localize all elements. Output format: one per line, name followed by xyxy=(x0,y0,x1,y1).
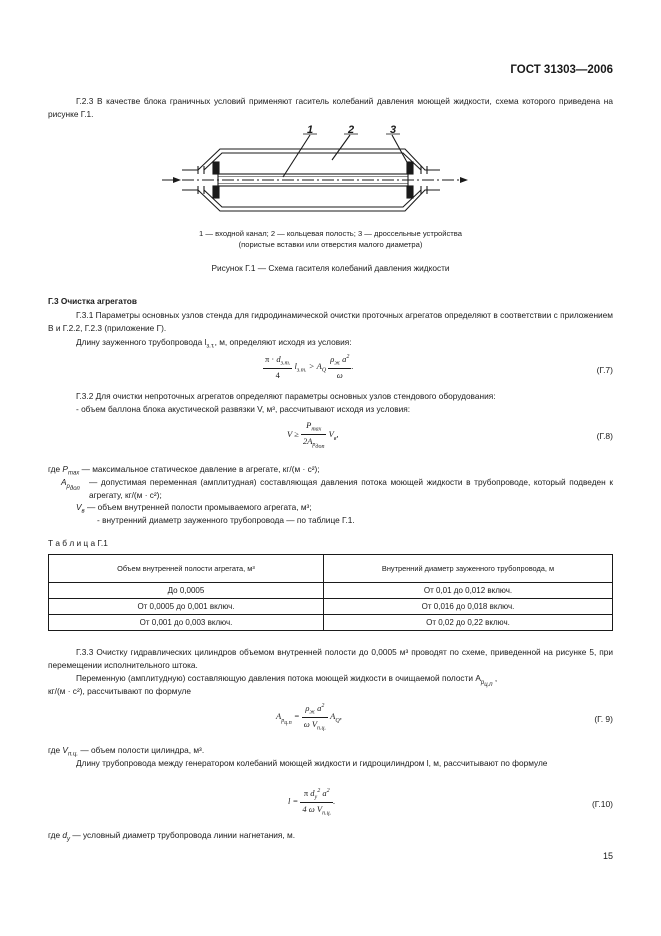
callout-3: 3 xyxy=(389,124,397,136)
where-ap-symbol: $A_{p_{доп}}$ xyxy=(61,477,80,492)
paragraph-amplitude: Переменную (амплитудную) составляющую давления потока моющей жидкости в очищаемой полости $A_{p_{ц.п}}$ , xyxy=(76,673,498,688)
table-title: Т а б л и ц а Г.1 xyxy=(48,538,108,548)
callout-2: 2 xyxy=(347,124,355,136)
equation-g10: l = $\frac{\pi d_у^2 a^2}{4 \omega V_{п.ц.}}$ . xyxy=(288,788,336,817)
arrow-out-icon xyxy=(460,177,468,183)
figure-legend-line2: (пористые вставки или отверстия малого диаметра) xyxy=(238,240,423,249)
equation-g9: $A_{p_{ц.п}}$ = $\frac{\rho_ж a^2}{\omega V_{п.ц.}}$ $A_Q$, xyxy=(276,703,342,732)
where-item: - внутренний диаметр зауженного трубопровода — по таблице Г.1. xyxy=(97,515,355,525)
paragraph-g23: Г.2.3 В качестве блока граничных условий применяют гаситель колебаний давления моющей жидкости, схема которого приведена на рисунке Г.1. xyxy=(48,96,613,119)
equation-g7: $\frac{\pi \cdot d_{з.т.}}{4}$ $l_{з.т.} > A_Q$ $\frac{\rho_ж a^2}{\omega}$ . xyxy=(265,354,354,380)
table-header-cell: Внутренний диаметр зауженного трубопровода, м xyxy=(324,555,613,583)
where-vpc: где $V_{п.ц.}$ — объем полости цилиндра, м³. xyxy=(48,745,205,758)
section-heading-g3: Г.3 Очистка агрегатов xyxy=(48,296,137,306)
paragraph-amplitude-cont: кг/(м · с²), рассчитывают по формуле xyxy=(48,686,191,696)
damper-schematic xyxy=(160,122,470,220)
equation-number-g9: (Г. 9) xyxy=(594,714,613,724)
where-dy: где $d_у$ — условный диаметр трубопровода линии нагнетания, м. xyxy=(48,830,296,843)
table-cell: От 0,01 до 0,012 включ. xyxy=(324,583,613,599)
table-cell: От 0,001 до 0,003 включ. xyxy=(49,615,324,631)
paragraph-g32-item: - объем баллона блока акустической развязки V, м³, рассчитывают исходя из условия: xyxy=(76,404,411,414)
equation-number-g10: (Г.10) xyxy=(591,799,613,809)
table-g1 xyxy=(48,554,613,631)
table-header-cell: Объем внутренней полости агрегата, м³ xyxy=(49,555,324,583)
where-vv: $V_в$ — объем внутренней полости промываемого агрегата, м³; xyxy=(76,502,312,515)
figure-caption: Рисунок Г.1 — Схема гасителя колебаний давления жидкости xyxy=(211,263,450,273)
throttle-insert-left-top xyxy=(213,162,219,174)
equation-number-g8: (Г.8) xyxy=(596,431,613,441)
leader-1 xyxy=(283,135,310,177)
table-cell: От 0,0005 до 0,001 включ. xyxy=(49,599,324,615)
page-number: 15 xyxy=(602,851,613,861)
throttle-insert-left-bottom xyxy=(213,186,219,198)
equation-number-g7: (Г.7) xyxy=(596,365,613,375)
paragraph-g32: Г.3.2 Для очистки непроточных агрегатов определяют параметры основных узлов стендового оборудования: xyxy=(76,391,496,401)
throttle-insert-right-bottom xyxy=(407,186,413,198)
figure-legend-line1: 1 — входной канал; 2 — кольцевая полость; 3 — дроссельные устройства xyxy=(199,229,462,238)
paragraph-g31: Г.3.1 Параметры основных узлов стенда для гидродинамической очистки проточных агрегатов определяют в соответствии с приложением В и Г.2.2, Г.2.3 (приложение Г). xyxy=(48,310,613,333)
paragraph-pipe: Длину трубопровода между генератором колебаний моющей жидкости и гидроцилиндром l, м, рассчитывают по формуле xyxy=(76,758,548,768)
leader-2 xyxy=(332,135,350,160)
table-row xyxy=(49,615,613,631)
paragraph-length: Длину зауженного трубопровода $l_{з.т.}$, м, определяют исходя из условия: xyxy=(76,337,352,350)
arrow-in-icon xyxy=(173,177,181,183)
document-header: ГОСТ 31303—2006 xyxy=(510,64,613,76)
table-cell: До 0,0005 xyxy=(49,583,324,599)
table-row xyxy=(49,599,613,615)
table-row xyxy=(49,583,613,599)
outer-wall-bottom xyxy=(182,190,440,211)
equation-g8: V ≥ $\frac{P_{max}}{2A_{p_{доп}}}$ $V_в$, xyxy=(287,420,339,451)
table-cell: От 0,02 до 0,22 включ. xyxy=(324,615,613,631)
table-header-row xyxy=(49,555,613,583)
table-cell: От 0,016 до 0,018 включ. xyxy=(324,599,613,615)
where-pmax: где $P_{max}$ — максимальное статическое давление в агрегате, кг/(м · с²); xyxy=(48,464,320,477)
callout-1: 1 xyxy=(306,124,314,136)
where-ap: — допустимая переменная (амплитудная) составляющая давления потока моющей жидкости в трубопроводе, который подведен к агрегату, кг/(м · с²); xyxy=(89,477,613,500)
paragraph-g33: Г.3.3 Очистку гидравлических цилиндров объемом внутренней полости до 0,0005 м³ проводят по схеме, приведенной на рисунке 5, при перемещении исполнительного штока. xyxy=(48,647,613,670)
